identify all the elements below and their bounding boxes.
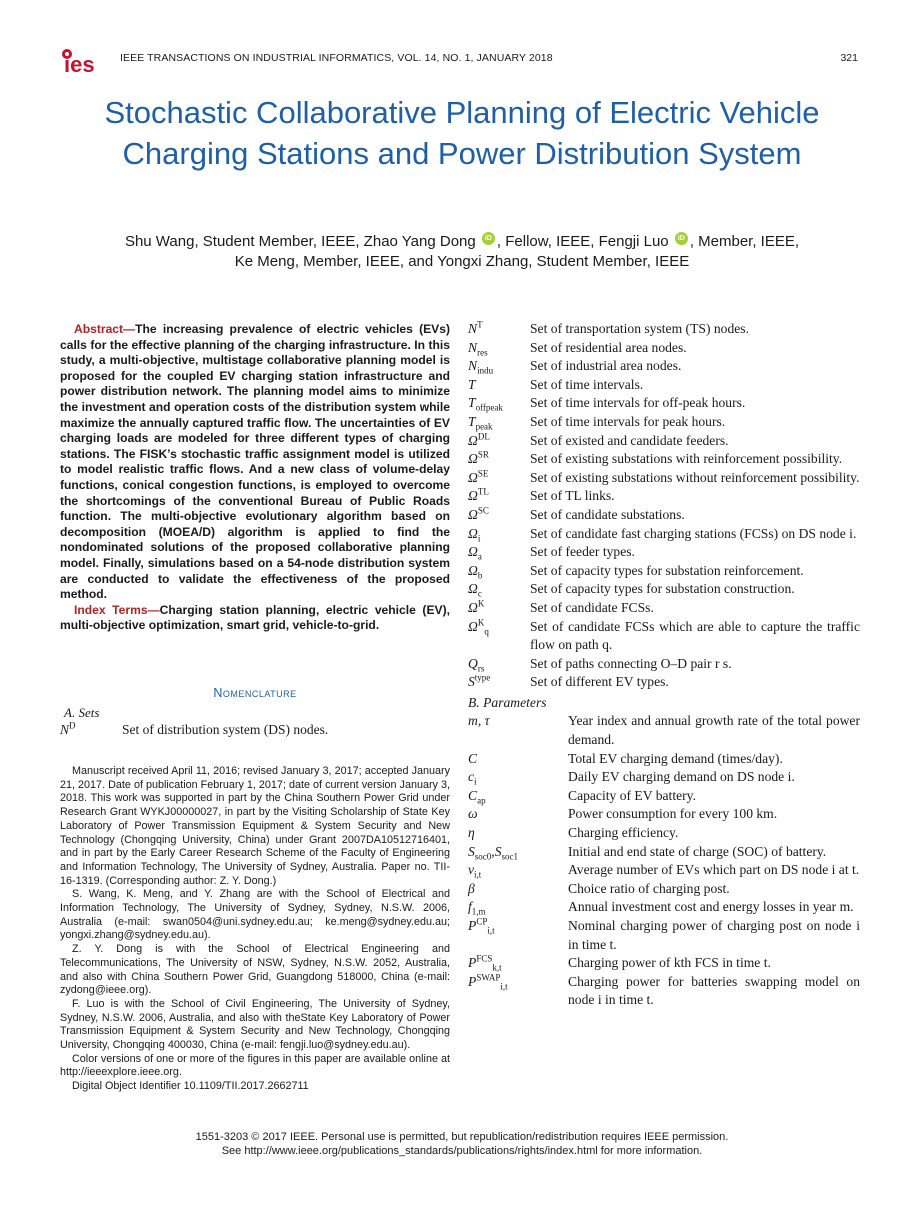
symbol: $\Omega^K_q$ (468, 616, 489, 637)
nomenclature-entry: $c_i$ Daily EV charging demand on DS node i. (468, 769, 795, 787)
author-part-1: Shu Wang, Student Member, IEEE, Zhao Yang Dong (124, 233, 476, 250)
symbol: C (468, 750, 478, 766)
nomenclature-entry: $\Omega^K$ Set of candidate FCSs. (468, 599, 860, 618)
symbol: $\Omega^{SR}$ (468, 449, 489, 467)
symbol: β (468, 880, 475, 896)
nomenclature-entry: $Q_{rs}$ Set of paths connecting O–D pair r s. (468, 655, 732, 674)
copyright-line-1: 1551-3203 © 2017 IEEE. Personal use is permitted, but republication/redistribution requires IEEE permission. (195, 1131, 729, 1143)
nomenclature-entry: $\Omega^{TL}$ Set of TL links. (468, 487, 860, 506)
abstract-text: The increasing prevalence of electric vehicles (EVs) calls for the effective planning of the charging infrastructure. In this study, a multi-objective, multistage collaborative planning model is proposed for the coupled EV charging station infrastructure and power distribution network. The planning model aims to minimize the investment and operation costs of the distribution system while maximize the annually captured traffic flow. The uncertainties of EV charging loads are modeled for three different types of charging stations. The FISK’s stochastic traffic assignment model is utilized to model realistic traffic flows. And a new class of volume-delay functions, conical congestion functions, is employed to overcome the shortcomings of the conventional Bureau of Public Roads function. The multi-objective evolutionary algorithm based on decomposition (MOEA/D) algorithm is applied to find the nondominated solutions of the proposed collaborative planning model. Finally, simulations based on a 54-node distribution system are conducted to validate the effectiveness of the proposed method. (60, 322, 450, 602)
symbol: $Q_{rs}$ (468, 655, 485, 674)
nomenclature-entry: $P^{FCS}_{k,t}$ Charging power of kth FCS in time t. (468, 953, 771, 973)
symbol: $\Omega^{SC}$ (468, 505, 489, 522)
nomenclature-entry: $\Omega_a$ Set of feeder types. (468, 544, 635, 562)
symbol: $\Omega^K$ (468, 598, 485, 615)
nomenclature-entry: $N_{indu}$ Set of industrial area nodes. (468, 358, 682, 376)
symbol: $f_{1,m}$ (468, 899, 486, 918)
paper-title: Stochastic Collaborative Planning of Electric Vehicle Charging Stations and Power Distribution System (104, 95, 820, 171)
symbol: $v_{i,t}$ (468, 862, 482, 880)
orcid-icon[interactable]: iD (482, 232, 495, 245)
nomenclature-list (468, 320, 860, 1010)
orcid-icon[interactable]: iD (675, 232, 688, 245)
symbol: $P^{FCS}_{k,t}$ (468, 953, 502, 973)
author-part-3: , Member, IEEE, (689, 233, 800, 250)
nomenclature-entry: $C_{ap}$ Capacity of EV battery. (468, 787, 696, 806)
symbol: $T_{peak}$ (468, 413, 493, 432)
nomenclature-entry: $f_{1,m}$ Annual investment cost and energy losses in year m. (468, 899, 854, 918)
nomenclature-entry: $\Omega_b$ Set of capacity types for substation reinforcement. (468, 562, 804, 581)
nomenclature-entry: $P^{CP}_{i,t}$ Nominal charging power of charging post on node i in time t. (468, 917, 860, 954)
abstract-label: Abstract— (74, 322, 136, 336)
nomenclature-heading: Nomenclature (213, 686, 297, 700)
author-line-2: Ke Meng, Member, IEEE, and Yongxi Zhang, Student Member, IEEE (234, 253, 690, 270)
symbol: $T_{offpeak}$ (468, 395, 503, 414)
section-parameters-heading: B. Parameters (468, 694, 547, 710)
abstract (60, 322, 450, 634)
symbol: $\Omega_c$ (468, 581, 482, 600)
symbol: $N_{res}$ (468, 339, 488, 358)
symbol: $c_i$ (468, 769, 477, 787)
footnote-manuscript: Manuscript received April 11, 2016; revised January 3, 2017; accepted January 21, 2017. Date of publication February 1, 2017; date of current version January 3, 2018. This work was supported in part by the China Southern Power Grid under Research Grant WYKJ00000027, in part by the Visiting Scholarship of State Key Laboratory of Power Transmission Equipment & System Security and New Technology (Chongqing University, China) under Grant 2007DA10512716401, and in part by the Early Career Research Scheme of the Faculty of Engineering and Information Technology, The University of Sydney, Australia. Paper no. TII-16-1319. (Corresponding author: Z. Y. Dong.) (60, 765, 450, 887)
symbol: η (468, 825, 475, 841)
nomenclature-entry: $v_{i,t}$ Average number of EVs which part on DS node i at t. (468, 862, 860, 880)
section-sets-heading: A. Sets (64, 705, 100, 720)
index-terms-text: Charging station planning, electric vehicle (EV), multi-objective optimization, smart grid, vehicle-to-grid. (60, 602, 450, 633)
page-number: 321 (840, 52, 858, 64)
nomenclature-entry: $\Omega^{SC}$ Set of candidate substations. (468, 506, 860, 525)
nomenclature-entry: T Set of time intervals. (468, 376, 860, 395)
footnote-color: Color versions of one or more of the figures in this paper are available online at http://ieeexplore.ieee.org. (60, 1052, 450, 1079)
symbol: $P^{SWAP}_{i,t}$ (468, 972, 508, 992)
index-terms-label: Index Terms— (74, 602, 160, 617)
copyright-line-2: See http://www.ieee.org/publications_standards/publications/rights/index.html for more information. (221, 1145, 703, 1157)
nomenclature-entry: $\Omega_c$ Set of capacity types for substation construction. (468, 581, 795, 600)
running-head: IEEE TRANSACTIONS ON INDUSTRIAL INFORMATICS, VOL. 14, NO. 1, JANUARY 2018 (120, 52, 553, 64)
symbol: $N^T$ (468, 319, 483, 336)
nomenclature-entry: $S^{type}$ Set of different EV types. (468, 673, 860, 692)
symbol: $S^{type}$ (468, 672, 491, 690)
nomenclature-entry: $T_{peak}$ Set of time intervals for peak hours. (468, 413, 726, 432)
nomenclature-entry: $\Omega^{DL}$ Set of existed and candidate feeders. (468, 432, 860, 451)
author-list (60, 232, 864, 272)
symbol: $P^{CP}_{i,t}$ (468, 916, 495, 936)
nomenclature-entry: $N_{res}$ Set of residential area nodes. (468, 339, 687, 358)
nomenclature-entry: β Choice ratio of charging post. (468, 880, 860, 899)
symbol: $\Omega_i$ (468, 525, 481, 544)
ies-logo (60, 46, 106, 74)
nomenclature-entry: $\Omega^K_q$ Set of candidate FCSs which are able to capture the traffic flow on path q. (468, 618, 860, 655)
nomenclature-entry: $\Omega_i$ Set of candidate fast charging stations (FCSs) on DS node i. (468, 525, 857, 544)
nomenclature-entry: $\Omega^{SR}$ Set of existing substations with reinforcement possibility. (468, 450, 860, 469)
footnote-affiliation-2: Z. Y. Dong is with the School of Electrical Engineering and Telecommunications, The University of NSW, Sydney, N.S.W. 2052, Australia, and also with China Southern Power Grid, Guangdong 518000, China (e-mail: zydong@ieee.org). (60, 943, 450, 997)
symbol: $N_{indu}$ (468, 358, 494, 376)
nomenclature-entry: C Total EV charging demand (times/day). (468, 750, 860, 769)
symbol: $\Omega^{DL}$ (468, 431, 490, 448)
footnote (60, 765, 450, 1094)
footnote-affiliation-1: S. Wang, K. Meng, and Y. Zhang are with the School of Electrical and Information Technology, The University of Sydney, Sydney, N.S.W. 2006, Australia (e-mail: swan0504@uni.sydney.edu.au; ke.meng@sydney.edu.au; yongxi.zhang@sydney.edu.au). (60, 888, 450, 942)
symbol: $C_{ap}$ (468, 787, 486, 806)
symbol: ω (468, 806, 478, 822)
nomenclature-entry: $\Omega^{SE}$ Set of existing substations without reinforcement possibility. (468, 469, 860, 488)
symbol: $S_{soc0},S_{soc1}$ (468, 843, 518, 862)
symbol: $\Omega_a$ (468, 544, 482, 562)
author-part-2: , Fellow, IEEE, Fengji Luo (496, 233, 669, 250)
nomenclature-entry: $P^{SWAP}_{i,t}$ Charging power for batteries swapping model on node i in time t. (468, 973, 860, 1010)
nomenclature-entry: $T_{offpeak}$ Set of time intervals for off-peak hours. (468, 395, 746, 414)
nomenclature-entry: ω Power consumption for every 100 km. (468, 805, 860, 824)
footnote-doi: Digital Object Identifier 10.1109/TII.2017.2662711 (72, 1080, 309, 1093)
symbol: $\Omega^{TL}$ (468, 486, 489, 504)
symbol: $\Omega_b$ (468, 562, 483, 581)
svg-text:ies: ies (64, 52, 95, 74)
footnote-affiliation-3: F. Luo is with the School of Civil Engineering, The University of Sydney, Sydney, N.S.W. 2006, Australia, and also with theState Key Laboratory of Power Transmission Equipment & System Security and New Technology, Chongqing University, Chongqing 400030, China (e-mail: fengji.luo@sydney.edu.au). (60, 997, 450, 1052)
symbol: $N^D$ (60, 720, 76, 737)
symbol: m, τ (468, 713, 490, 729)
copyright-notice (60, 1130, 864, 1158)
nomenclature-entry: $N^T$ Set of transportation system (TS) nodes. (468, 320, 860, 339)
nomenclature-entry: η Charging efficiency. (468, 824, 860, 843)
nomenclature-entry: m, τ Year index and annual growth rate of the total power demand. (468, 712, 860, 749)
symbol: T (468, 376, 476, 392)
symbol: $\Omega^{SE}$ (468, 468, 489, 485)
nomenclature-entry: $S_{soc0},S_{soc1}$ Initial and end state of charge (SOC) of battery. (468, 843, 827, 862)
entry-description: Set of distribution system (DS) nodes. (122, 722, 329, 737)
